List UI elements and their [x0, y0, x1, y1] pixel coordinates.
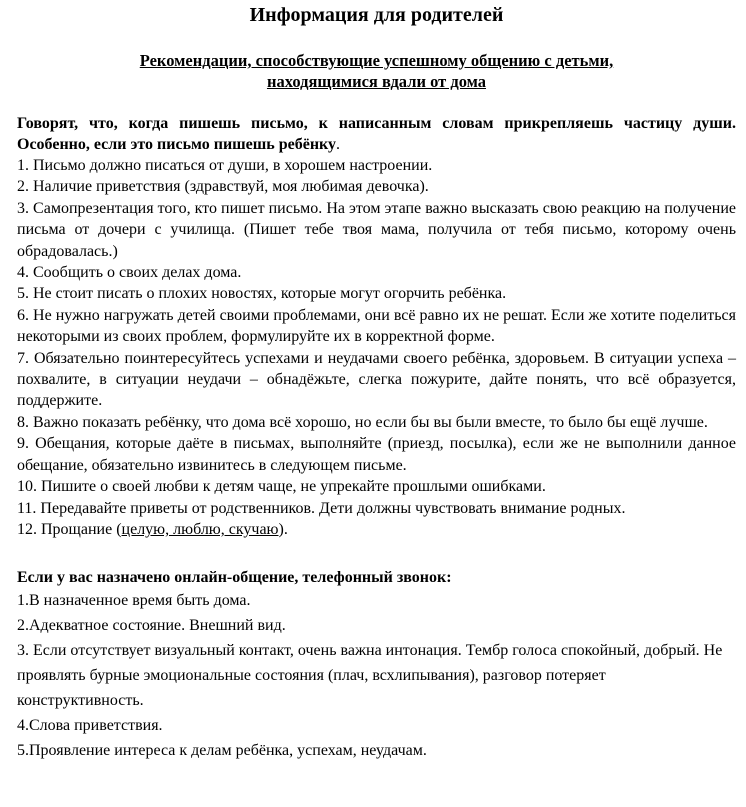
- lead-text: Говорят, что, когда пишешь письмо, к написанным словам прикрепляешь частицу души. Особенно, если это письмо пишешь ребёнку: [17, 115, 736, 153]
- subtitle-line-2: находящимися вдали от дома: [266, 72, 487, 91]
- farewell-prefix: 12. Прощание (: [17, 520, 122, 538]
- letter-tip-5: 5. Не стоит писать о плохих новостях, которые могут огорчить ребёнка.: [17, 285, 507, 303]
- page-title: Информация для родителей: [249, 4, 504, 26]
- online-tip-2: 2.Адекватное состояние. Внешний вид.: [17, 617, 286, 635]
- letter-tip-8: 8. Важно показать ребёнку, что дома всё хорошо, но если бы вы были вместе, то было бы ещё лучше.: [17, 413, 708, 431]
- letter-tip-7: 7. Обязательно поинтересуйтесь успехами и неудачами своего ребёнка, здоровьем. В ситуации успеха – похвалите, в ситуации неудачи – обнадёжьте, слегка пожурите, дайте понять, что всё образуется, поддержите.: [17, 349, 736, 410]
- letter-tip-10: 10. Пишите о своей любви к детям чаще, не упрекайте прошлыми ошибками.: [17, 478, 546, 496]
- letter-tip-3: 3. Самопрезентация того, кто пишет письмо. На этом этапе важно высказать свою реакцию на получение письма от дочери с училища. (Пишет тебе твоя мама, получила от тебя письмо, которому очень обрадовалась.): [17, 199, 736, 260]
- letter-tip-9: 9. Обещания, которые даёте в письмах, выполняйте (приезд, посылка), если же не выполнили данное обещание, обязательно извинитесь в следующем письме.: [17, 435, 736, 474]
- document-page: [0, 2, 746, 807]
- lead-paragraph: [17, 113, 736, 155]
- farewell-suffix: ).: [278, 520, 288, 538]
- letter-tip-11: 11. Передавайте приветы от родственников. Дети должны чувствовать внимание родных.: [17, 499, 626, 517]
- online-tip-4: 4.Слова приветствия.: [17, 717, 163, 735]
- online-tip-3: 3. Если отсутствует визуальный контакт, очень важна интонация. Тембр голоса спокойный, добрый. Не проявлять бурные эмоциональные состояния (плач, всхлипывания), разговор потеряет конструктивность.: [17, 642, 723, 710]
- letter-tip-1: 1. Письмо должно писаться от души, в хорошем настроении.: [17, 157, 433, 174]
- online-tips-list: [17, 588, 736, 763]
- subtitle-line-1: Рекомендации, способствующие успешному общению с детьми,: [139, 51, 614, 70]
- subtitle: [17, 50, 736, 92]
- letter-tip-4: 4. Сообщить о своих делах дома.: [17, 264, 242, 282]
- online-tip-5: 5.Проявление интереса к делам ребёнка, успехам, неудачам.: [17, 742, 427, 760]
- letter-tips-list: [17, 155, 736, 540]
- letter-tip-12: [17, 519, 736, 540]
- farewell-underlined: целую, люблю, скучаю: [121, 520, 279, 538]
- online-heading: Если у вас назначено онлайн-общение, телефонный звонок:: [17, 569, 452, 587]
- letter-tip-6: 6. Не нужно нагружать детей своими проблемами, они всё равно их не решат. Если же хотите поделиться некоторыми из своих проблем, формулируйте их в корректной форме.: [17, 306, 736, 346]
- online-tip-1: 1.В назначенное время быть дома.: [17, 592, 251, 610]
- lead-period: .: [336, 136, 341, 153]
- letter-tip-2: 2. Наличие приветствия (здравствуй, моя любимая девочка).: [17, 178, 429, 196]
